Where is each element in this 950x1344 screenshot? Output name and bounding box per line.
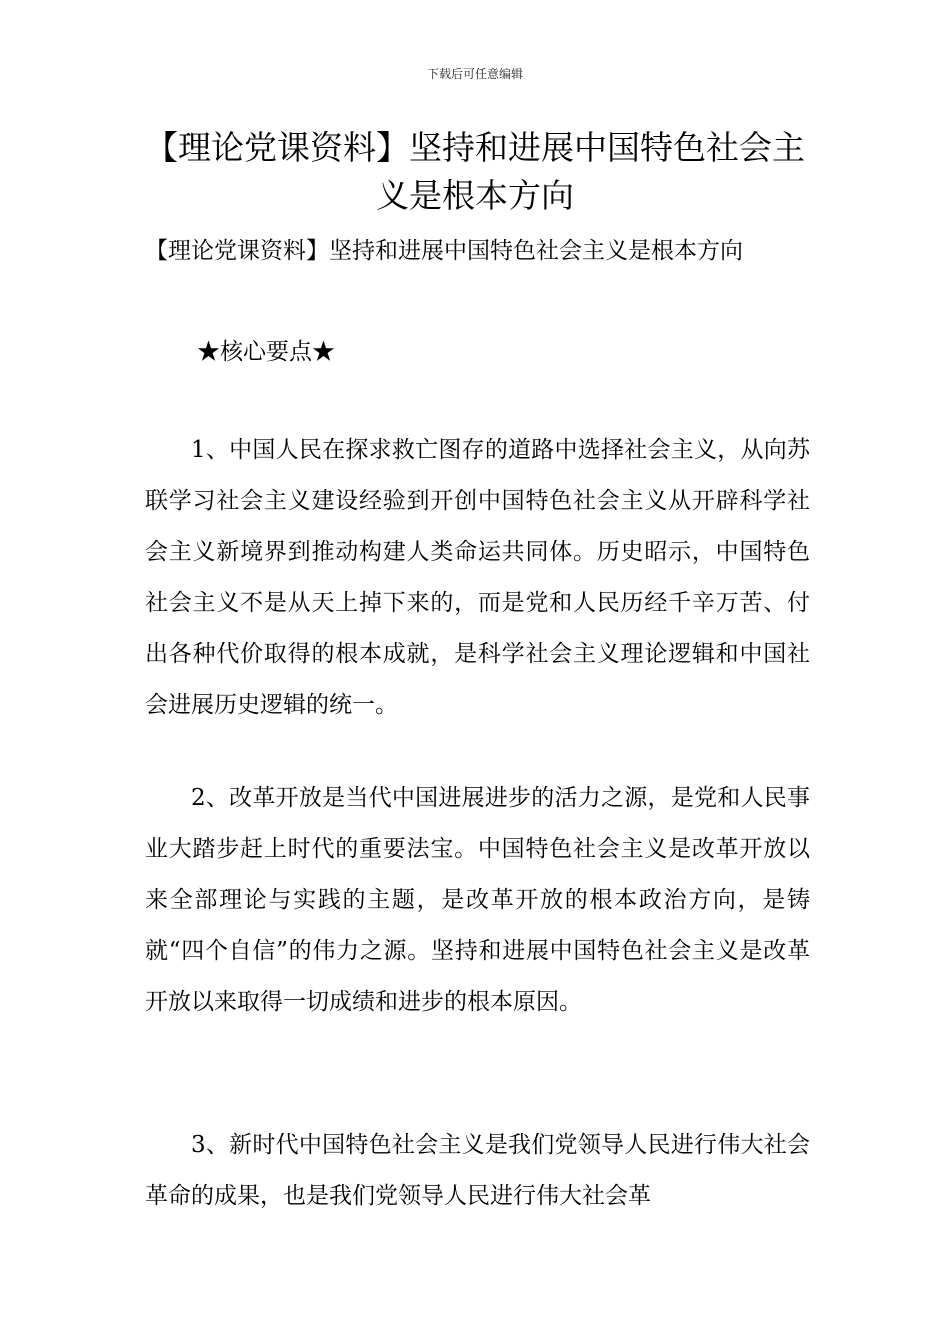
header-note: 下载后可任意编辑 [426, 67, 523, 81]
paragraph-2: 2、改革开放是当代中国进展进步的活力之源，是党和人民事业大踏步赶上时代的重要法宝。中国特色社会主义是改革开放以来全部理论与实践的主题，是改革开放的根本政治方向，是铸就“四个自信”的伟力之源。坚持和进展中国特色社会主义是改革开放以来取得一切成绩和进步的根本原因。 [145, 785, 810, 1015]
document-title: 【理论党课资料】坚持和进展中国特色社会主义是根本方向 [145, 128, 805, 215]
key-points-heading: ★核心要点★ [197, 339, 335, 365]
paragraph-1: 1、中国人民在探求救亡图存的道路中选择社会主义，从向苏联学习社会主义建设经验到开创中国特色社会主义从开辟科学社会主义新境界到推动构建人类命运共同体。历史昭示，中国特色社会主义不是从天上掉下来的，而是党和人民历经千辛万苦、付出各种代价取得的根本成就，是科学社会主义理论逻辑和中国社会进展历史逻辑的统一。 [145, 437, 810, 718]
paragraph-3: 3、新时代中国特色社会主义是我们党领导人民进行伟大社会革命的成果，也是我们党领导人民进行伟大社会革 [145, 1132, 810, 1209]
document-subtitle: 【理论党课资料】坚持和进展中国特色社会主义是根本方向 [145, 238, 743, 264]
